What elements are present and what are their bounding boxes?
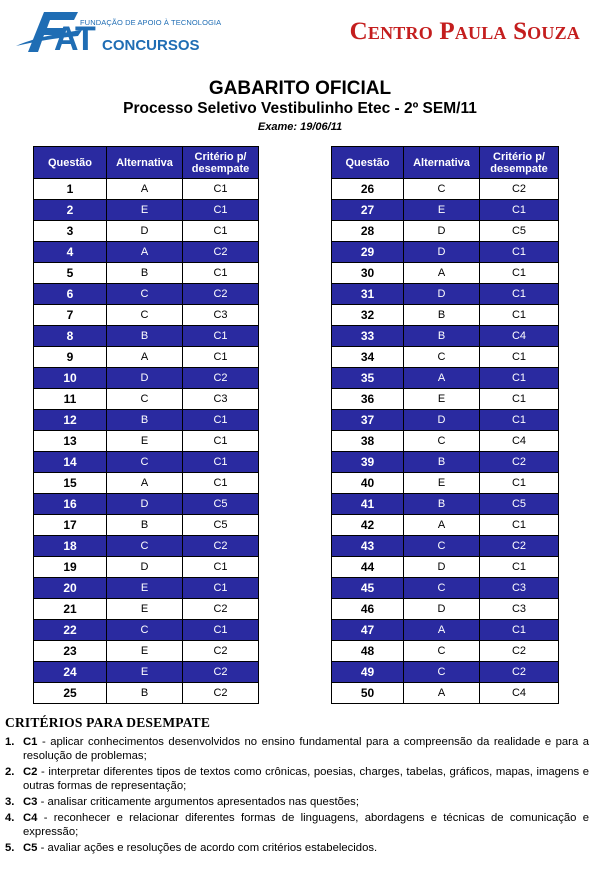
tiebreak-criterion: C1 <box>480 263 559 284</box>
answer-table-left-body <box>34 179 259 704</box>
answer-alternative: D <box>107 557 183 578</box>
answer-alternative: D <box>404 242 480 263</box>
fat-concursos-text: CONCURSOS <box>102 37 200 54</box>
answer-alternative: B <box>107 515 183 536</box>
answer-alternative: E <box>107 200 183 221</box>
question-number: 16 <box>34 494 107 515</box>
answer-alternative: C <box>404 431 480 452</box>
table-row <box>34 242 259 263</box>
question-number: 1 <box>34 179 107 200</box>
table-row <box>332 305 559 326</box>
answer-alternative: C <box>107 305 183 326</box>
tiebreak-criterion: C5 <box>480 221 559 242</box>
answer-alternative: D <box>107 368 183 389</box>
criteria-item-code: C4 <box>23 812 38 824</box>
answer-alternative: B <box>107 263 183 284</box>
tiebreak-criterion: C1 <box>183 200 259 221</box>
table-row <box>34 431 259 452</box>
question-number: 6 <box>34 284 107 305</box>
tiebreak-criterion: C2 <box>183 368 259 389</box>
table-row <box>34 620 259 641</box>
col-header-criterio: Critério p/ desempate <box>183 147 259 179</box>
tiebreak-criterion: C1 <box>480 347 559 368</box>
tiebreak-criterion: C3 <box>183 389 259 410</box>
table-row <box>332 641 559 662</box>
question-number: 24 <box>34 662 107 683</box>
table-row <box>34 662 259 683</box>
question-number: 30 <box>332 263 404 284</box>
tiebreak-criterion: C1 <box>183 578 259 599</box>
table-row <box>34 452 259 473</box>
question-number: 23 <box>34 641 107 662</box>
table-row <box>332 662 559 683</box>
table-row <box>34 326 259 347</box>
question-number: 31 <box>332 284 404 305</box>
tiebreak-criterion: C2 <box>480 662 559 683</box>
tiebreak-criterion: C1 <box>480 410 559 431</box>
answer-alternative: B <box>404 326 480 347</box>
answer-alternative: A <box>107 347 183 368</box>
tiebreak-criterion: C2 <box>183 242 259 263</box>
criteria-item-number: 5. <box>5 842 15 854</box>
tiebreak-criterion: C3 <box>480 599 559 620</box>
question-number: 18 <box>34 536 107 557</box>
criteria-title: CRITÉRIOS PARA DESEMPATE <box>5 715 211 730</box>
question-number: 33 <box>332 326 404 347</box>
answer-alternative: B <box>404 305 480 326</box>
tiebreak-criterion: C2 <box>480 536 559 557</box>
criteria-item <box>5 841 589 855</box>
question-number: 36 <box>332 389 404 410</box>
table-row <box>332 326 559 347</box>
table-row <box>332 284 559 305</box>
table-row <box>332 515 559 536</box>
answer-alternative: E <box>107 431 183 452</box>
answer-alternative: D <box>107 221 183 242</box>
table-row <box>332 578 559 599</box>
table-row <box>34 305 259 326</box>
tiebreak-criterion: C5 <box>183 515 259 536</box>
answer-alternative: A <box>107 179 183 200</box>
criteria-item-text: - analisar criticamente argumentos apresentados nas questões; <box>37 796 359 808</box>
tiebreak-criterion: C1 <box>183 326 259 347</box>
table-row <box>332 263 559 284</box>
tiebreak-criterion: C1 <box>480 368 559 389</box>
question-number: 29 <box>332 242 404 263</box>
question-number: 3 <box>34 221 107 242</box>
question-number: 4 <box>34 242 107 263</box>
answer-alternative: C <box>404 662 480 683</box>
exam-date: Exame: 19/06/11 <box>257 121 343 133</box>
tiebreak-criterion: C2 <box>183 536 259 557</box>
tiebreak-criterion: C1 <box>183 431 259 452</box>
fat-mark: AT <box>54 20 95 58</box>
tiebreak-criterion: C4 <box>480 683 559 704</box>
criteria-list <box>5 735 589 857</box>
answer-alternative: E <box>404 200 480 221</box>
criteria-item-number: 3. <box>5 796 15 808</box>
table-row <box>34 368 259 389</box>
tiebreak-criterion: C2 <box>183 641 259 662</box>
answer-alternative: D <box>107 494 183 515</box>
answer-alternative: C <box>107 284 183 305</box>
tiebreak-criterion: C1 <box>183 179 259 200</box>
tiebreak-criterion: C2 <box>480 179 559 200</box>
centro-paula-souza-logo: Centro Paula Souza <box>349 18 580 45</box>
tiebreak-criterion: C2 <box>183 599 259 620</box>
question-number: 19 <box>34 557 107 578</box>
answer-alternative: B <box>404 494 480 515</box>
question-number: 17 <box>34 515 107 536</box>
criteria-item-text: - avaliar ações e resoluções de acordo com critérios estabelecidos. <box>37 842 378 854</box>
tiebreak-criterion: C1 <box>480 242 559 263</box>
col-header-questao: Questão <box>34 147 107 179</box>
answer-alternative: C <box>107 389 183 410</box>
question-number: 50 <box>332 683 404 704</box>
answer-alternative: E <box>107 599 183 620</box>
table-row <box>332 494 559 515</box>
table-row <box>332 620 559 641</box>
table-row <box>332 242 559 263</box>
answer-alternative: E <box>107 662 183 683</box>
question-number: 34 <box>332 347 404 368</box>
question-number: 13 <box>34 431 107 452</box>
tiebreak-criterion: C2 <box>183 662 259 683</box>
answer-alternative: D <box>404 410 480 431</box>
tiebreak-criterion: C1 <box>480 557 559 578</box>
tiebreak-criterion: C1 <box>183 620 259 641</box>
question-number: 32 <box>332 305 404 326</box>
table-row <box>34 389 259 410</box>
answer-alternative: A <box>404 683 480 704</box>
table-row <box>34 473 259 494</box>
question-number: 5 <box>34 263 107 284</box>
question-number: 2 <box>34 200 107 221</box>
answer-alternative: C <box>107 536 183 557</box>
table-row <box>332 347 559 368</box>
tiebreak-criterion: C2 <box>480 641 559 662</box>
criteria-item-text: - reconhecer e relacionar diferentes formas de linguagens, abordagens e técnicas de comunicação e expressão; <box>23 812 589 838</box>
question-number: 10 <box>34 368 107 389</box>
answer-alternative: D <box>404 221 480 242</box>
tiebreak-criterion: C5 <box>480 494 559 515</box>
table-row <box>332 410 559 431</box>
answer-alternative: C <box>107 620 183 641</box>
table-row <box>34 536 259 557</box>
criteria-item <box>5 811 589 839</box>
answer-alternative: B <box>404 452 480 473</box>
question-number: 39 <box>332 452 404 473</box>
table-row <box>34 557 259 578</box>
table-row <box>34 578 259 599</box>
question-number: 46 <box>332 599 404 620</box>
tiebreak-criterion: C1 <box>480 389 559 410</box>
question-number: 15 <box>34 473 107 494</box>
criteria-item-code: C1 <box>23 736 38 748</box>
table-row <box>332 473 559 494</box>
col-header-alternativa: Alternativa <box>107 147 183 179</box>
question-number: 27 <box>332 200 404 221</box>
criteria-item-number: 2. <box>5 766 15 778</box>
answer-alternative: C <box>404 347 480 368</box>
answer-alternative: B <box>107 683 183 704</box>
answer-alternative: D <box>404 557 480 578</box>
answer-alternative: A <box>107 473 183 494</box>
criteria-item-code: C2 <box>23 766 38 778</box>
table-row <box>34 221 259 242</box>
answer-alternative: D <box>404 284 480 305</box>
criteria-item-number: 1. <box>5 736 15 748</box>
table-header-row <box>34 147 259 179</box>
page-subtitle: Processo Seletivo Vestibulinho Etec - 2º SEM/11 <box>123 100 477 117</box>
answer-alternative: A <box>107 242 183 263</box>
tiebreak-criterion: C5 <box>183 494 259 515</box>
answer-alternative: C <box>404 179 480 200</box>
table-row <box>332 431 559 452</box>
tiebreak-criterion: C1 <box>183 557 259 578</box>
answer-alternative: E <box>404 473 480 494</box>
tiebreak-criterion: C1 <box>480 620 559 641</box>
table-row <box>332 200 559 221</box>
answer-alternative: A <box>404 368 480 389</box>
question-number: 8 <box>34 326 107 347</box>
tiebreak-criterion: C2 <box>183 284 259 305</box>
question-number: 9 <box>34 347 107 368</box>
table-row <box>332 368 559 389</box>
answer-alternative: D <box>404 599 480 620</box>
tiebreak-criterion: C1 <box>183 347 259 368</box>
question-number: 44 <box>332 557 404 578</box>
table-row <box>34 641 259 662</box>
question-number: 28 <box>332 221 404 242</box>
table-row <box>34 683 259 704</box>
table-header-row <box>332 147 559 179</box>
answer-alternative: C <box>404 641 480 662</box>
answer-alternative: A <box>404 515 480 536</box>
tiebreak-criterion: C1 <box>480 473 559 494</box>
table-row <box>332 599 559 620</box>
criteria-item-text: - interpretar diferentes tipos de textos como crônicas, poesias, charges, tabelas, gráficos, mapas, imagens e outras formas de representação; <box>23 766 589 792</box>
tiebreak-criterion: C1 <box>480 200 559 221</box>
tiebreak-criterion: C3 <box>183 305 259 326</box>
question-number: 35 <box>332 368 404 389</box>
table-row <box>332 557 559 578</box>
tiebreak-criterion: C1 <box>183 410 259 431</box>
table-row <box>34 179 259 200</box>
tiebreak-criterion: C1 <box>183 221 259 242</box>
table-row <box>34 599 259 620</box>
table-row <box>332 536 559 557</box>
question-number: 14 <box>34 452 107 473</box>
question-number: 22 <box>34 620 107 641</box>
table-row <box>34 347 259 368</box>
question-number: 47 <box>332 620 404 641</box>
answer-alternative: E <box>107 641 183 662</box>
criteria-item <box>5 795 589 809</box>
tiebreak-criterion: C1 <box>480 305 559 326</box>
table-row <box>34 263 259 284</box>
tiebreak-criterion: C3 <box>480 578 559 599</box>
answer-alternative: C <box>404 536 480 557</box>
question-number: 48 <box>332 641 404 662</box>
criteria-item-text: - aplicar conhecimentos desenvolvidos no ensino fundamental para a compreensão da realidade e para a resolução de problemas; <box>23 736 589 762</box>
question-number: 45 <box>332 578 404 599</box>
answer-alternative: A <box>404 620 480 641</box>
answer-alternative: C <box>107 452 183 473</box>
table-row <box>34 200 259 221</box>
table-row <box>332 221 559 242</box>
tiebreak-criterion: C1 <box>480 284 559 305</box>
tiebreak-criterion: C1 <box>480 515 559 536</box>
criteria-item-code: C5 <box>23 842 38 854</box>
question-number: 43 <box>332 536 404 557</box>
table-row <box>34 410 259 431</box>
criteria-item <box>5 735 589 763</box>
question-number: 12 <box>34 410 107 431</box>
table-row <box>332 452 559 473</box>
tiebreak-criterion: C1 <box>183 473 259 494</box>
question-number: 40 <box>332 473 404 494</box>
question-number: 37 <box>332 410 404 431</box>
question-number: 42 <box>332 515 404 536</box>
criteria-item-number: 4. <box>5 812 15 824</box>
criteria-item-code: C3 <box>23 796 38 808</box>
answer-alternative: B <box>107 326 183 347</box>
answer-alternative: B <box>107 410 183 431</box>
answer-table-left <box>33 146 259 704</box>
fat-concursos-logo <box>14 8 222 58</box>
answer-alternative: A <box>404 263 480 284</box>
col-header-alternativa: Alternativa <box>404 147 480 179</box>
table-row <box>332 179 559 200</box>
table-row <box>34 494 259 515</box>
tiebreak-criterion: C4 <box>480 431 559 452</box>
answer-alternative: E <box>107 578 183 599</box>
question-number: 21 <box>34 599 107 620</box>
table-row <box>34 515 259 536</box>
tiebreak-criterion: C2 <box>183 683 259 704</box>
question-number: 41 <box>332 494 404 515</box>
question-number: 11 <box>34 389 107 410</box>
answer-table-right-body <box>332 179 559 704</box>
question-number: 7 <box>34 305 107 326</box>
answer-alternative: C <box>404 578 480 599</box>
table-row <box>332 683 559 704</box>
answer-alternative: E <box>404 389 480 410</box>
question-number: 26 <box>332 179 404 200</box>
page-title: GABARITO OFICIAL <box>208 78 392 99</box>
question-number: 38 <box>332 431 404 452</box>
table-row <box>332 389 559 410</box>
tiebreak-criterion: C1 <box>183 263 259 284</box>
question-number: 20 <box>34 578 107 599</box>
question-number: 25 <box>34 683 107 704</box>
table-row <box>34 284 259 305</box>
col-header-criterio: Critério p/ desempate <box>480 147 559 179</box>
question-number: 49 <box>332 662 404 683</box>
col-header-questao: Questão <box>332 147 404 179</box>
tiebreak-criterion: C4 <box>480 326 559 347</box>
tiebreak-criterion: C1 <box>183 452 259 473</box>
fat-org-name: FUNDAÇÃO DE APOIO À TECNOLOGIA <box>80 18 222 27</box>
tiebreak-criterion: C2 <box>480 452 559 473</box>
answer-table-right <box>331 146 559 704</box>
criteria-item <box>5 765 589 793</box>
